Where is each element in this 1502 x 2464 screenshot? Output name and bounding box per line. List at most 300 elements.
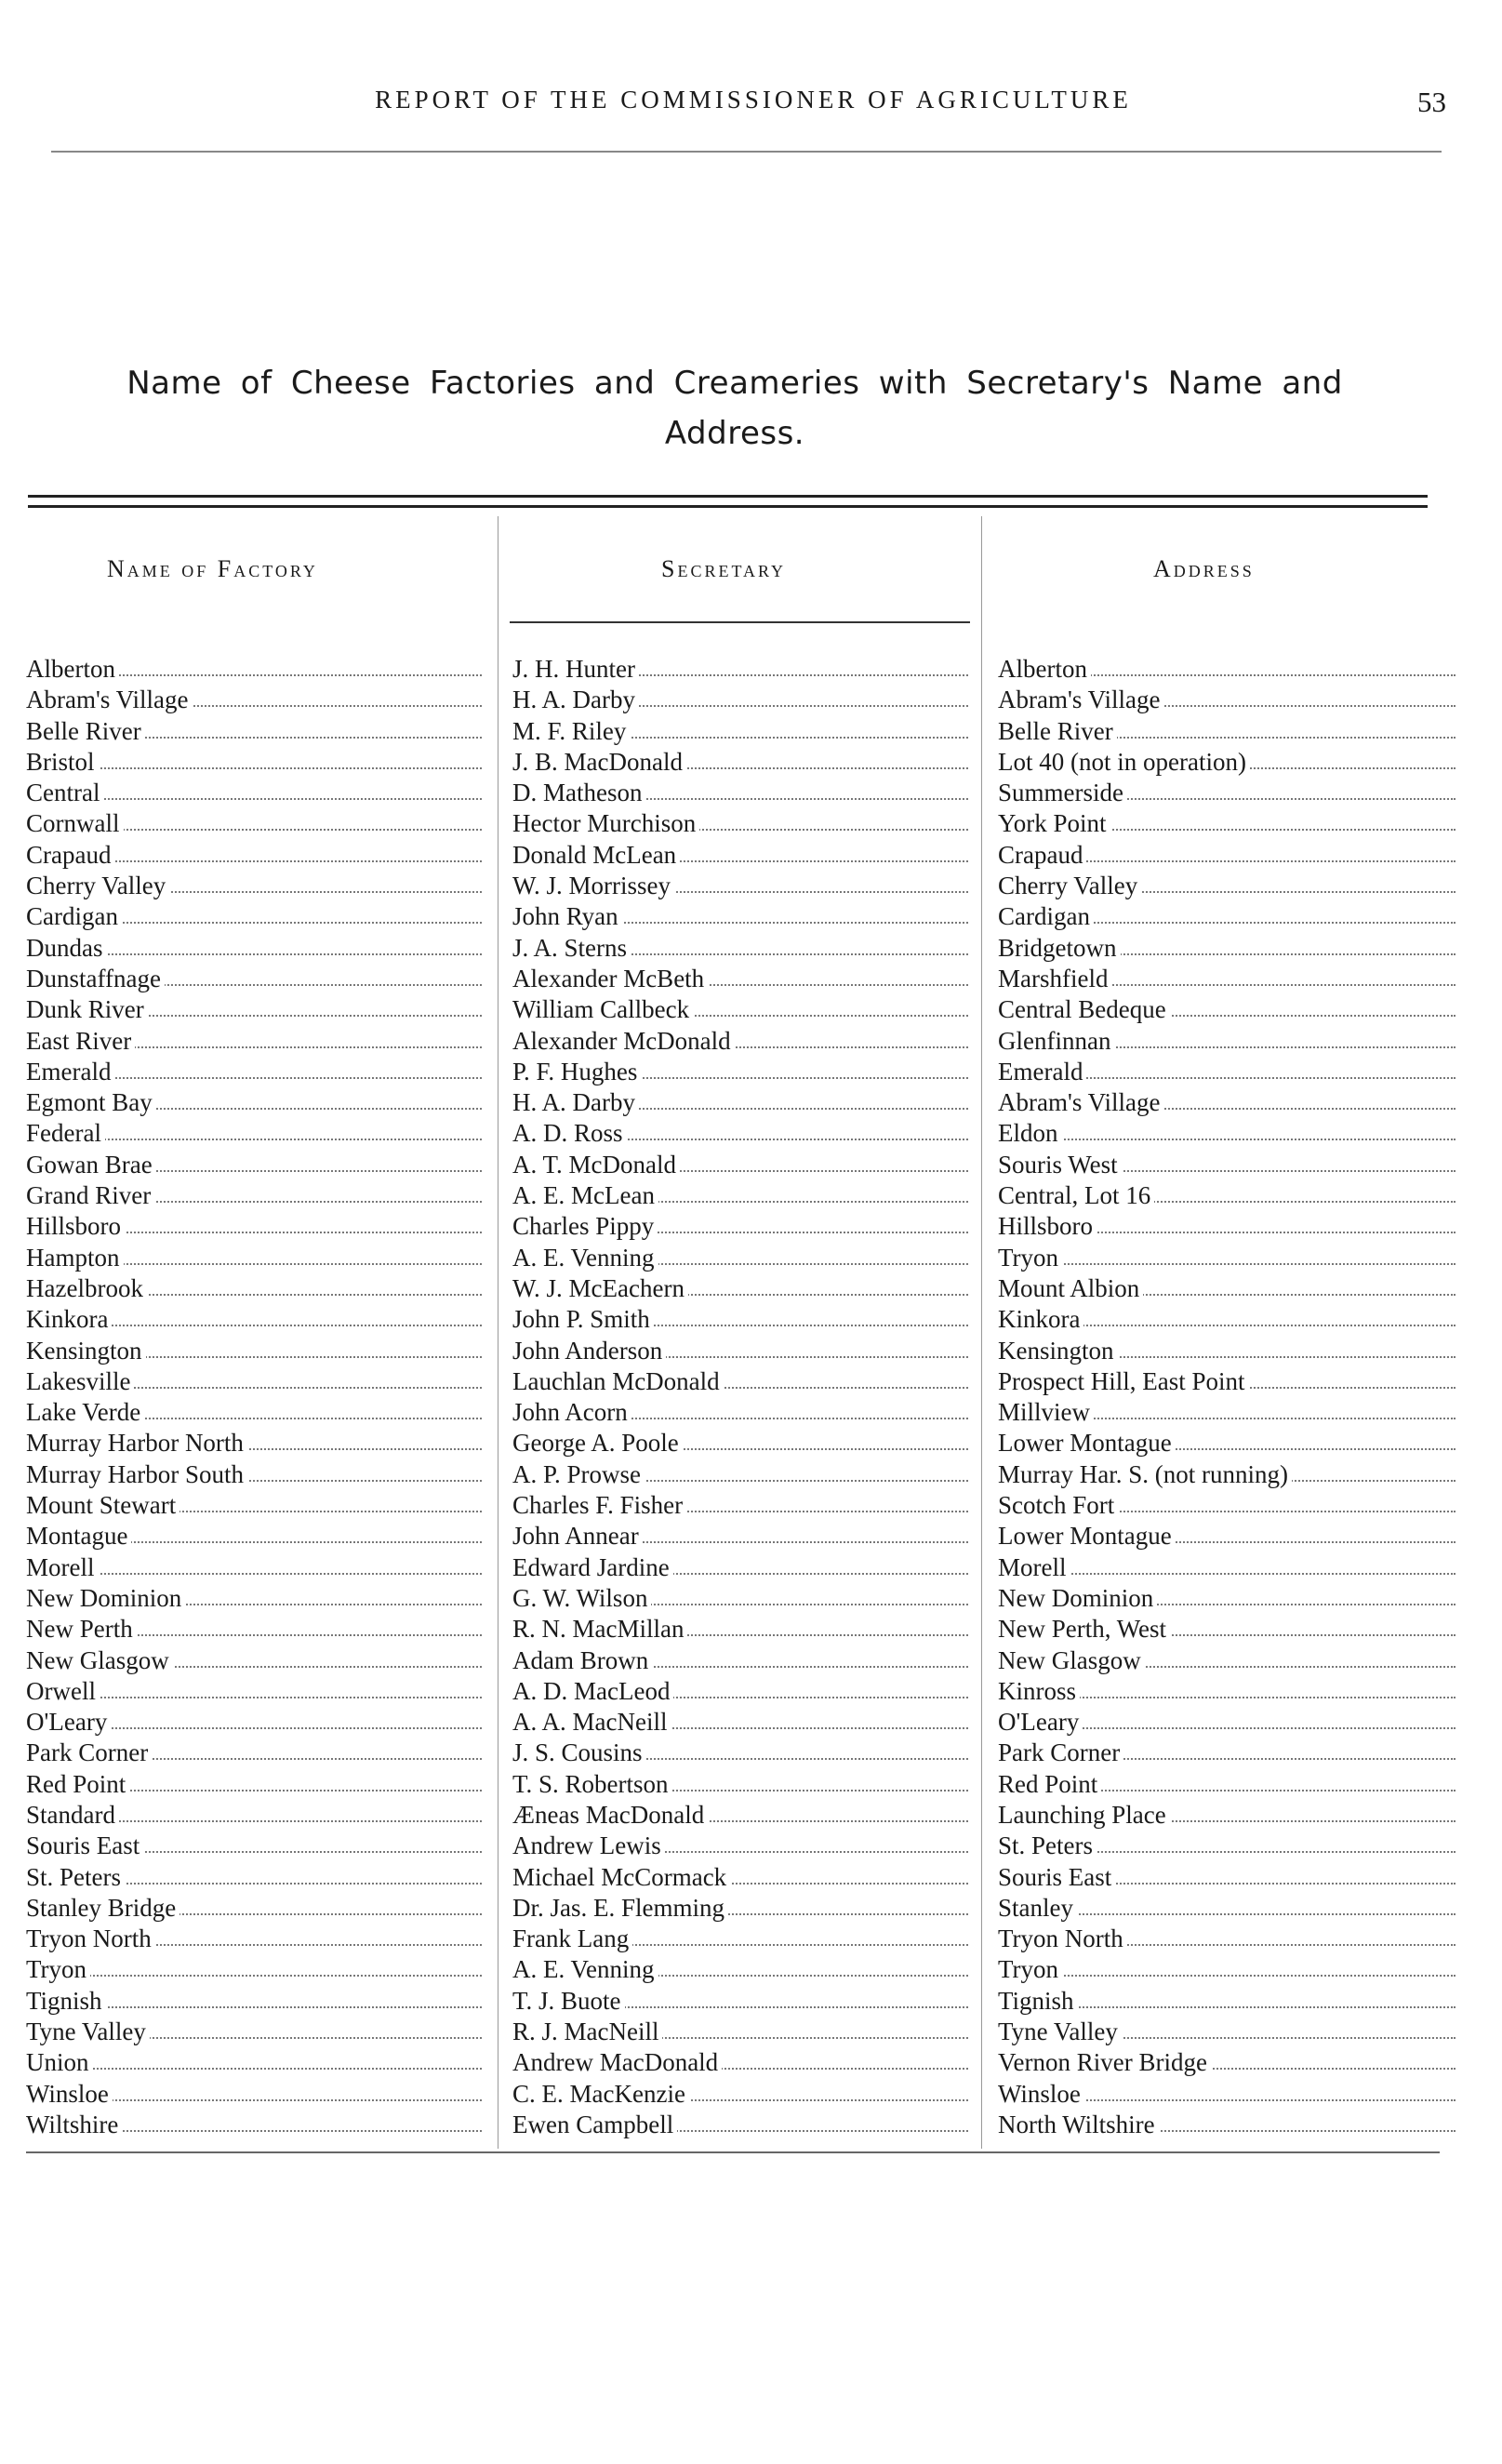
cell-address — [998, 685, 1463, 715]
cell-factory — [26, 1428, 489, 1458]
address-text: Crapaud — [998, 841, 1086, 869]
cell-secretary — [512, 1676, 976, 1707]
secretary-text: George A. Poole — [512, 1429, 683, 1457]
table-row — [26, 1831, 1440, 1861]
address-text: Kinross — [998, 1677, 1080, 1705]
cell-secretary — [512, 1118, 976, 1149]
table-row — [26, 1862, 1440, 1893]
factory-text: Abram's Village — [26, 686, 192, 713]
secretary-text: John Acorn — [512, 1398, 631, 1426]
cell-secretary — [512, 1057, 976, 1087]
cell-address — [998, 1831, 1463, 1861]
cell-secretary — [512, 1150, 976, 1180]
table-row — [26, 1552, 1440, 1583]
cell-secretary — [512, 994, 976, 1025]
factory-text: Stanley Bridge — [26, 1894, 179, 1922]
page-header — [51, 86, 1455, 132]
column-header-address: Address — [1153, 555, 1255, 582]
cell-secretary — [512, 1862, 976, 1893]
address-text: Belle River — [998, 717, 1117, 745]
table-row — [26, 1738, 1440, 1768]
table-row — [26, 1428, 1440, 1458]
column-header-factory: Name of Factory — [107, 555, 318, 582]
secretary-text: William Callbeck — [512, 995, 693, 1023]
address-text: Alberton — [998, 655, 1091, 683]
secretary-text: Frank Lang — [512, 1925, 632, 1952]
factory-text: East River — [26, 1027, 135, 1055]
document-title-line-1: Name of Cheese Factories and Creameries with Secretary's Name and — [126, 365, 1343, 402]
table-row — [26, 1583, 1440, 1614]
secretary-text: H. A. Darby — [512, 686, 639, 713]
table-row — [26, 1304, 1440, 1335]
table-row — [26, 2017, 1440, 2047]
table-row — [26, 1397, 1440, 1428]
factory-text: Crapaud — [26, 841, 114, 869]
secretary-text: Hector Murchison — [512, 809, 699, 837]
secretary-text: A. E. Venning — [512, 1955, 658, 1983]
address-text: Lower Montague — [998, 1522, 1176, 1550]
secretary-text: Adam Brown — [512, 1646, 652, 1674]
cell-factory — [26, 1273, 489, 1304]
table-row — [26, 2079, 1440, 2110]
table-row — [26, 1769, 1440, 1800]
cell-address — [998, 1552, 1463, 1583]
factory-text: Morell — [26, 1553, 99, 1581]
cell-secretary — [512, 2079, 976, 2110]
factory-text: New Glasgow — [26, 1646, 173, 1674]
address-text: Tryon — [998, 1244, 1062, 1272]
address-text: Winsloe — [998, 2080, 1084, 2108]
cell-secretary — [512, 685, 976, 715]
table-row — [26, 933, 1440, 964]
address-text: Lower Montague — [998, 1429, 1176, 1457]
table-row — [26, 1459, 1440, 1490]
cell-secretary — [512, 1180, 976, 1211]
cell-address — [998, 1459, 1463, 1490]
address-text: Tignish — [998, 1987, 1078, 2015]
address-text: Murray Har. S. (not running) — [998, 1460, 1292, 1488]
address-text: Emerald — [998, 1058, 1086, 1085]
secretary-text: T. S. Robertson — [512, 1770, 672, 1798]
address-text: Kensington — [998, 1337, 1118, 1365]
header-rule — [51, 151, 1442, 153]
factory-text: Belle River — [26, 717, 145, 745]
cell-address — [998, 1366, 1463, 1397]
table-row — [26, 1676, 1440, 1707]
cell-address — [998, 1026, 1463, 1057]
cell-secretary — [512, 1336, 976, 1366]
table-row — [26, 871, 1440, 901]
cell-factory — [26, 871, 489, 901]
address-text: Souris West — [998, 1151, 1122, 1179]
column-header-secretary: Secretary — [661, 555, 787, 582]
table-row — [26, 901, 1440, 932]
table-row — [26, 1273, 1440, 1304]
cell-address — [998, 901, 1463, 932]
factory-text: Cardigan — [26, 902, 122, 930]
factory-text: Tyne Valley — [26, 2018, 150, 2045]
table-row — [26, 1057, 1440, 1087]
cell-address — [998, 1738, 1463, 1768]
address-text: Launching Place — [998, 1801, 1170, 1829]
cell-factory — [26, 1552, 489, 1583]
cell-factory — [26, 1986, 489, 2017]
table-row — [26, 1707, 1440, 1738]
factory-text: Tignish — [26, 1987, 106, 2015]
factory-table — [26, 654, 1440, 2140]
table-row — [26, 1087, 1440, 1118]
factory-text: Park Corner — [26, 1738, 152, 1766]
secretary-text: C. E. MacKenzie — [512, 2080, 689, 2108]
cell-secretary — [512, 1459, 976, 1490]
table-row — [26, 2110, 1440, 2140]
cell-secretary — [512, 808, 976, 839]
cell-address — [998, 1273, 1463, 1304]
secretary-text: T. J. Buote — [512, 1987, 625, 2015]
address-text: New Glasgow — [998, 1646, 1145, 1674]
factory-text: Souris East — [26, 1831, 143, 1859]
address-text: Abram's Village — [998, 686, 1163, 713]
factory-text: Union — [26, 2048, 93, 2076]
cell-secretary — [512, 1490, 976, 1521]
cell-address — [998, 1954, 1463, 1985]
secretary-text: A. A. MacNeill — [512, 1708, 671, 1736]
cell-factory — [26, 2047, 489, 2078]
cell-factory — [26, 685, 489, 715]
address-text: New Perth, West — [998, 1615, 1170, 1643]
cell-secretary — [512, 1645, 976, 1676]
secretary-text: G. W. Wilson — [512, 1584, 651, 1612]
factory-text: Emerald — [26, 1058, 114, 1085]
secretary-text: A. D. MacLeod — [512, 1677, 673, 1705]
cell-secretary — [512, 1707, 976, 1738]
cell-factory — [26, 1614, 489, 1645]
factory-text: Orwell — [26, 1677, 100, 1705]
cell-address — [998, 2047, 1463, 2078]
secretary-text: A. E. Venning — [512, 1244, 658, 1272]
cell-secretary — [512, 778, 976, 808]
secretary-text: Andrew MacDonald — [512, 2048, 722, 2076]
cell-secretary — [512, 1583, 976, 1614]
address-text: Central, Lot 16 — [998, 1181, 1154, 1209]
address-text: Kinkora — [998, 1305, 1083, 1333]
cell-factory — [26, 1893, 489, 1924]
factory-text: New Dominion — [26, 1584, 185, 1612]
table-row — [26, 1211, 1440, 1242]
table-row — [26, 1026, 1440, 1057]
cell-secretary — [512, 2047, 976, 2078]
address-text: Red Point — [998, 1770, 1101, 1798]
cell-factory — [26, 1738, 489, 1768]
factory-text: Murray Harbor South — [26, 1460, 247, 1488]
factory-text: Tryon — [26, 1955, 90, 1983]
cell-address — [998, 2110, 1463, 2140]
factory-text: Hillsboro — [26, 1212, 125, 1240]
cell-address — [998, 1118, 1463, 1149]
factory-text: Kinkora — [26, 1305, 112, 1333]
secretary-text: Michael McCormack — [512, 1863, 730, 1891]
secretary-text: A. P. Prowse — [512, 1460, 645, 1488]
address-text: Tyne Valley — [998, 2018, 1122, 2045]
factory-text: Montague — [26, 1522, 131, 1550]
cell-address — [998, 1150, 1463, 1180]
secretary-text: Æneas MacDonald — [512, 1801, 708, 1829]
table-bottom-rule — [26, 2151, 1440, 2153]
factory-text: Tryon North — [26, 1925, 155, 1952]
factory-text: St. Peters — [26, 1863, 125, 1891]
table-row — [26, 1986, 1440, 2017]
cell-factory — [26, 994, 489, 1025]
secretary-text: Andrew Lewis — [512, 1831, 665, 1859]
cell-address — [998, 871, 1463, 901]
table-row — [26, 1336, 1440, 1366]
cell-address — [998, 1924, 1463, 1954]
factory-text: Cherry Valley — [26, 872, 169, 899]
cell-factory — [26, 2110, 489, 2140]
page-number: 53 — [1417, 86, 1446, 118]
factory-text: Murray Harbor North — [26, 1429, 247, 1457]
address-text: Bridgetown — [998, 934, 1121, 962]
factory-text: Hampton — [26, 1244, 124, 1272]
cell-secretary — [512, 871, 976, 901]
address-text: York Point — [998, 809, 1110, 837]
cell-secretary — [512, 840, 976, 871]
secretary-text: Dr. Jas. E. Flemming — [512, 1894, 728, 1922]
secretary-text: John P. Smith — [512, 1305, 654, 1333]
factory-text: Bristol — [26, 748, 99, 776]
cell-secretary — [512, 933, 976, 964]
cell-address — [998, 1490, 1463, 1521]
cell-factory — [26, 808, 489, 839]
secretary-text: Donald McLean — [512, 841, 680, 869]
table-row — [26, 2047, 1440, 2078]
address-text: Millview — [998, 1398, 1094, 1426]
secretary-text: Alexander McBeth — [512, 965, 708, 992]
table-row — [26, 1118, 1440, 1149]
cell-factory — [26, 1769, 489, 1800]
cell-address — [998, 1862, 1463, 1893]
cell-secretary — [512, 901, 976, 932]
address-text: Glenfinnan — [998, 1027, 1114, 1055]
secretary-text: Lauchlan McDonald — [512, 1367, 724, 1395]
cell-address — [998, 778, 1463, 808]
cell-secretary — [512, 1366, 976, 1397]
address-text: New Dominion — [998, 1584, 1157, 1612]
address-text: Prospect Hill, East Point — [998, 1367, 1249, 1395]
secretary-text: P. F. Hughes — [512, 1058, 641, 1085]
address-text: Marshfield — [998, 965, 1111, 992]
secretary-text: A. D. Ross — [512, 1119, 627, 1147]
cell-address — [998, 654, 1463, 685]
cell-factory — [26, 1366, 489, 1397]
cell-factory — [26, 933, 489, 964]
cell-factory — [26, 1180, 489, 1211]
address-text: Tryon North — [998, 1925, 1127, 1952]
factory-text: Grand River — [26, 1181, 154, 1209]
address-text: Central Bedeque — [998, 995, 1170, 1023]
factory-text: Red Point — [26, 1770, 129, 1798]
factory-text: Alberton — [26, 655, 119, 683]
cell-address — [998, 840, 1463, 871]
secretary-text: Charles F. Fisher — [512, 1491, 686, 1519]
table-row — [26, 685, 1440, 715]
table-row — [26, 1243, 1440, 1273]
cell-secretary — [512, 1087, 976, 1118]
address-text: Souris East — [998, 1863, 1115, 1891]
cell-factory — [26, 1676, 489, 1707]
cell-secretary — [512, 2017, 976, 2047]
table-row — [26, 1150, 1440, 1180]
factory-text: Wiltshire — [26, 2111, 122, 2138]
cell-factory — [26, 1087, 489, 1118]
cell-address — [998, 1180, 1463, 1211]
secretary-text: J. B. MacDonald — [512, 748, 686, 776]
secretary-text: Alexander McDonald — [512, 1027, 735, 1055]
address-text: North Wiltshire — [998, 2111, 1159, 2138]
cell-address — [998, 716, 1463, 747]
secretary-text: J. H. Hunter — [512, 655, 639, 683]
secretary-text: Charles Pippy — [512, 1212, 658, 1240]
cell-factory — [26, 716, 489, 747]
cell-address — [998, 1304, 1463, 1335]
secretary-text: H. A. Darby — [512, 1088, 639, 1116]
cell-address — [998, 808, 1463, 839]
secretary-text: Edward Jardine — [512, 1553, 673, 1581]
secretary-text: J. S. Cousins — [512, 1738, 646, 1766]
cell-factory — [26, 1831, 489, 1861]
address-text: Morell — [998, 1553, 1070, 1581]
cell-factory — [26, 840, 489, 871]
factory-text: Lakesville — [26, 1367, 134, 1395]
secretary-text: A. T. McDonald — [512, 1151, 680, 1179]
cell-address — [998, 1521, 1463, 1552]
cell-secretary — [512, 1831, 976, 1861]
title-double-rule — [28, 495, 1428, 508]
cell-factory — [26, 1336, 489, 1366]
table-row — [26, 1490, 1440, 1521]
secretary-text: J. A. Sterns — [512, 934, 631, 962]
cell-secretary — [512, 1893, 976, 1924]
running-head: REPORT OF THE COMMISSIONER OF AGRICULTURE — [375, 86, 1132, 113]
cell-address — [998, 2079, 1463, 2110]
factory-text: Winsloe — [26, 2080, 113, 2108]
factory-text: Standard — [26, 1801, 119, 1829]
table-row — [26, 778, 1440, 808]
cell-factory — [26, 1954, 489, 1985]
cell-address — [998, 994, 1463, 1025]
factory-text: Lake Verde — [26, 1398, 144, 1426]
address-text: Hillsboro — [998, 1212, 1097, 1240]
address-text: Summerside — [998, 779, 1127, 806]
address-text: Tryon — [998, 1955, 1062, 1983]
cell-secretary — [512, 1800, 976, 1831]
secretary-text: W. J. McEachern — [512, 1274, 688, 1302]
table-row — [26, 1645, 1440, 1676]
document-title — [23, 358, 1446, 459]
cell-factory — [26, 1521, 489, 1552]
cell-factory — [26, 1862, 489, 1893]
cell-factory — [26, 1645, 489, 1676]
cell-secretary — [512, 1428, 976, 1458]
cell-factory — [26, 778, 489, 808]
cell-factory — [26, 1304, 489, 1335]
cell-factory — [26, 964, 489, 994]
address-text: Cherry Valley — [998, 872, 1141, 899]
cell-address — [998, 1645, 1463, 1676]
table-row — [26, 1800, 1440, 1831]
address-text: Park Corner — [998, 1738, 1123, 1766]
factory-text: Central — [26, 779, 103, 806]
cell-factory — [26, 2079, 489, 2110]
table-row — [26, 654, 1440, 685]
cell-address — [998, 964, 1463, 994]
factory-text: New Perth — [26, 1615, 137, 1643]
cell-address — [998, 1676, 1463, 1707]
document-title-line-2: Address. — [664, 415, 805, 452]
cell-address — [998, 1583, 1463, 1614]
factory-text: Hazelbrook — [26, 1274, 147, 1302]
table-row — [26, 716, 1440, 747]
secretary-text: John Ryan — [512, 902, 622, 930]
cell-factory — [26, 1243, 489, 1273]
address-text: Stanley — [998, 1894, 1077, 1922]
cell-secretary — [512, 964, 976, 994]
cell-address — [998, 1769, 1463, 1800]
cell-factory — [26, 1707, 489, 1738]
table-row — [26, 1893, 1440, 1924]
factory-text: Federal — [26, 1119, 105, 1147]
cell-address — [998, 933, 1463, 964]
cell-factory — [26, 901, 489, 932]
table-row — [26, 1954, 1440, 1985]
secretary-text: A. E. McLean — [512, 1181, 658, 1209]
table-row — [26, 1366, 1440, 1397]
secretary-text: John Annear — [512, 1522, 643, 1550]
cell-factory — [26, 1057, 489, 1087]
table-row — [26, 808, 1440, 839]
cell-secretary — [512, 1243, 976, 1273]
address-text: Vernon River Bridge — [998, 2048, 1211, 2076]
address-text: Abram's Village — [998, 1088, 1163, 1116]
cell-factory — [26, 1490, 489, 1521]
cell-secretary — [512, 1614, 976, 1645]
factory-text: Egmont Bay — [26, 1088, 156, 1116]
factory-text: Mount Stewart — [26, 1491, 179, 1519]
cell-factory — [26, 1924, 489, 1954]
secretary-text: Ewen Campbell — [512, 2111, 677, 2138]
cell-factory — [26, 1459, 489, 1490]
secretary-text: M. F. Riley — [512, 717, 630, 745]
cell-secretary — [512, 1552, 976, 1583]
cell-factory — [26, 1583, 489, 1614]
cell-secretary — [512, 1211, 976, 1242]
cell-address — [998, 1707, 1463, 1738]
cell-secretary — [512, 2110, 976, 2140]
cell-factory — [26, 654, 489, 685]
cell-address — [998, 1428, 1463, 1458]
cell-secretary — [512, 1769, 976, 1800]
secretary-text: R. N. MacMillan — [512, 1615, 687, 1643]
cell-factory — [26, 1397, 489, 1428]
address-text: Mount Albion — [998, 1274, 1143, 1302]
cell-address — [998, 1243, 1463, 1273]
cell-secretary — [512, 716, 976, 747]
cell-factory — [26, 1026, 489, 1057]
cell-factory — [26, 1800, 489, 1831]
cell-secretary — [512, 1304, 976, 1335]
address-text: Cardigan — [998, 902, 1094, 930]
factory-text: Kensington — [26, 1337, 146, 1365]
